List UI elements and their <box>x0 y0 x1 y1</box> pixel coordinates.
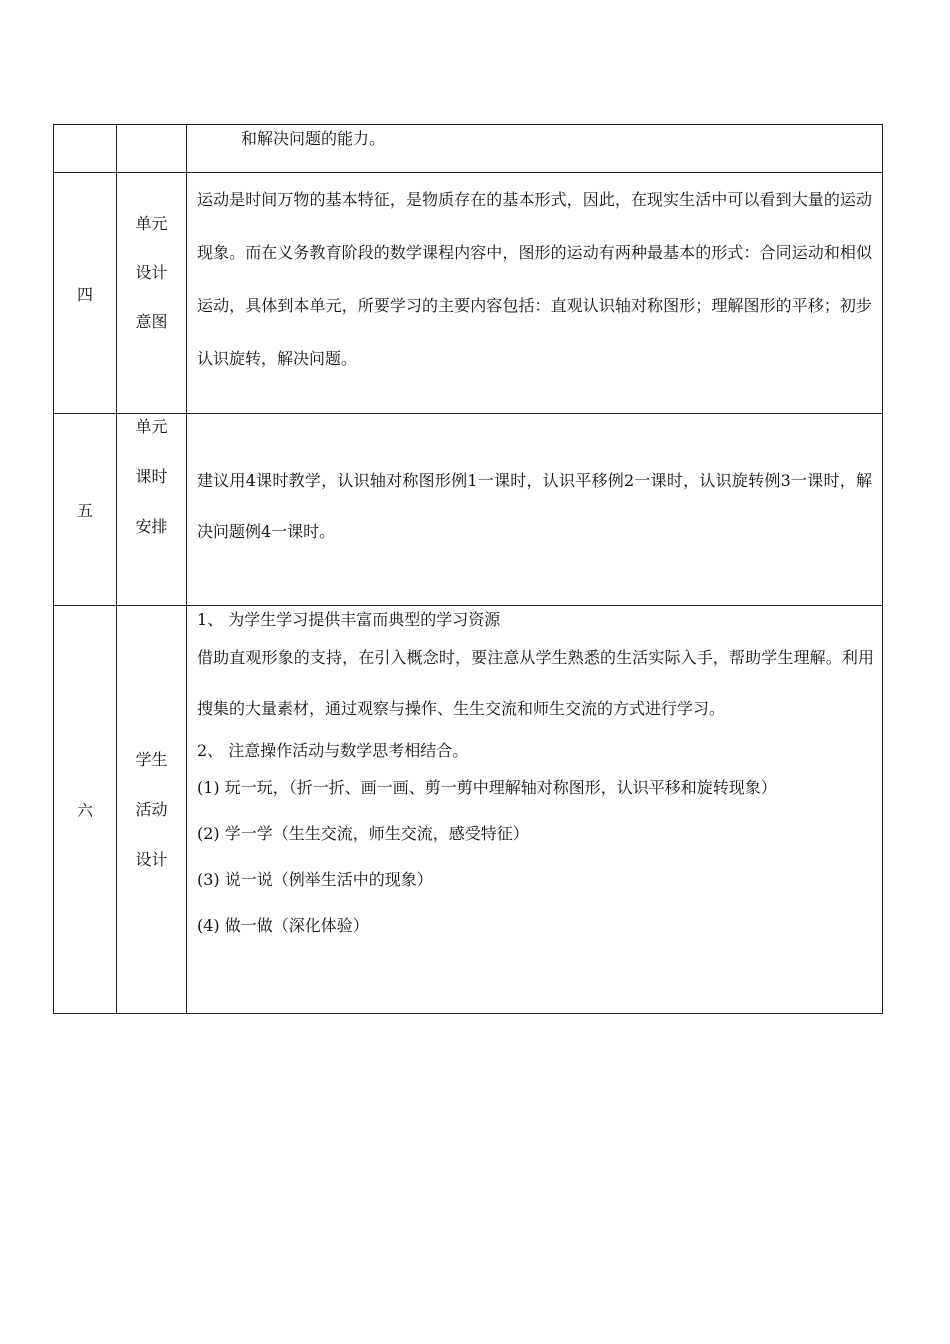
content-text: 和解决问题的能力。 <box>241 129 386 148</box>
row-number-cell <box>54 125 117 173</box>
label-line: 单元 <box>135 417 168 436</box>
table-row <box>54 606 883 1014</box>
label-line: 活动 <box>135 799 168 819</box>
content-text: 建议用4课时教学，认识轴对称图形例1一课时，认识平移例2一课时，认识旋转例3一课时，解决问题例4一课时。 <box>197 471 872 541</box>
section-heading: 2、 注意操作活动与数学思考相结合。 <box>197 741 469 760</box>
row-number-cell: 六 <box>54 606 117 1014</box>
content-paragraph: 借助直观形象的支持，在引入概念时，要注意从学生熟悉的生活实际入手，帮助学生理解。利用搜集的大量素材，通过观察与操作、生生交流和师生交流的方式进行学习。 <box>197 648 874 718</box>
row-content-cell <box>187 125 883 173</box>
table-row <box>54 173 883 414</box>
label-line: 课时 <box>135 467 168 486</box>
label-line: 设计 <box>135 849 168 869</box>
row-label-cell <box>117 414 187 606</box>
section-heading: 1、 为学生学习提供丰富而典型的学习资源 <box>197 610 501 629</box>
label-line: 意图 <box>135 312 168 331</box>
content-text: 运动是时间万物的基本特征，是物质存在的基本形式，因此，在现实生活中可以看到大量的运动现象。而在义务教育阶段的数学课程内容中，图形的运动有两种最基本的形式：合同运动和相似运动，具体到本单元，所要学习的主要内容包括：直观认识轴对称图形；理解图形的平移；初步认识旋转，解决问题。 <box>197 190 872 368</box>
label-line: 学生 <box>135 749 168 769</box>
row-label-cell <box>117 606 187 1014</box>
unit-plan-table <box>53 124 883 1014</box>
row-content-cell <box>187 173 883 414</box>
list-item: (2) 学一学（生生交流，师生交流，感受特征） <box>197 824 529 843</box>
row-content-cell <box>187 606 883 1014</box>
row-number-cell: 四 <box>54 173 117 414</box>
list-item: (3) 说一说（例举生活中的现象） <box>197 870 433 889</box>
table-row <box>54 125 883 173</box>
label-line: 设计 <box>135 263 168 282</box>
row-label-cell <box>117 125 187 173</box>
table-row <box>54 414 883 606</box>
label-line: 安排 <box>135 517 168 536</box>
label-line: 单元 <box>135 214 168 233</box>
list-item: (1) 玩一玩，（折一折、画一画、剪一剪中理解轴对称图形，认识平移和旋转现象） <box>197 778 777 797</box>
row-content-cell <box>187 414 883 606</box>
list-item: (4) 做一做（深化体验） <box>197 916 369 935</box>
row-number-cell: 五 <box>54 414 117 606</box>
row-label-cell <box>117 173 187 414</box>
